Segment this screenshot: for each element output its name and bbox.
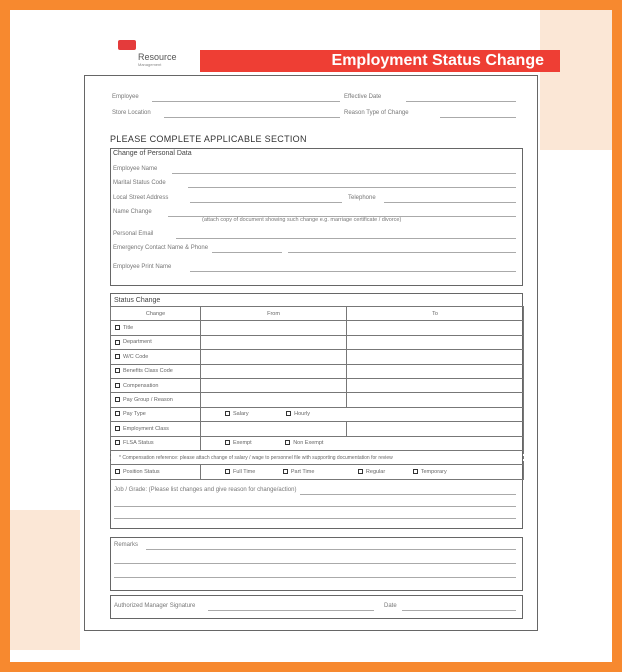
compensation-footnote: * Compensation reference: please attach change of salary / wage to personnel file with supporting documentation for review — [119, 454, 393, 461]
benefits-from-cell[interactable] — [201, 364, 347, 378]
emergency-contact-name-field[interactable] — [212, 252, 282, 253]
row-label: Compensation — [123, 382, 159, 389]
signature-date-field[interactable] — [402, 610, 516, 611]
row-label: Position Status — [123, 468, 160, 475]
remarks-section — [110, 537, 523, 591]
department-to-cell[interactable] — [347, 335, 524, 349]
compensation-checkbox[interactable] — [115, 383, 120, 388]
part-time-checkbox[interactable] — [283, 469, 288, 474]
effective-date-label: Effective Date — [344, 94, 382, 100]
regular-label: Regular — [365, 468, 386, 475]
compensation-from-cell[interactable] — [201, 378, 347, 392]
footnote-row — [111, 450, 524, 464]
status-change-title: Status Change — [114, 297, 161, 304]
remarks-line-2[interactable] — [114, 563, 516, 564]
wc-code-checkbox[interactable] — [115, 354, 120, 359]
row-label: Department — [123, 339, 152, 346]
employment-class-from-cell[interactable] — [201, 422, 347, 436]
department-checkbox[interactable] — [115, 340, 120, 345]
col-change-header: Change — [111, 307, 201, 321]
logo-text: Resource — [138, 52, 177, 62]
salary-label: Salary — [233, 411, 249, 418]
full-time-checkbox[interactable] — [225, 469, 230, 474]
telephone-field[interactable] — [384, 202, 516, 203]
effective-date-field[interactable] — [406, 101, 516, 102]
job-grade-line-2[interactable] — [114, 506, 516, 507]
marital-status-field[interactable] — [188, 187, 516, 188]
marital-status-label: Marital Status Code — [113, 180, 166, 186]
address-label: Local Street Address — [113, 195, 169, 201]
table-row — [111, 436, 524, 450]
row-label: FLSA Status — [123, 440, 154, 447]
employment-class-to-cell[interactable] — [347, 422, 524, 436]
position-status-checkbox[interactable] — [115, 469, 120, 474]
table-row — [111, 422, 524, 436]
decorative-panel-left — [10, 510, 80, 650]
employee-name-field[interactable] — [172, 173, 516, 174]
title-to-cell[interactable] — [347, 321, 524, 335]
title-from-cell[interactable] — [201, 321, 347, 335]
signature-field[interactable] — [208, 610, 374, 611]
non-exempt-checkbox[interactable] — [285, 440, 290, 445]
address-field[interactable] — [190, 202, 342, 203]
remarks-line-3[interactable] — [114, 577, 516, 578]
remarks-line-1[interactable] — [146, 549, 516, 550]
flsa-checkbox[interactable] — [115, 440, 120, 445]
row-label: Benefits Class Code — [123, 368, 173, 375]
table-row — [111, 465, 524, 479]
remarks-label: Remarks — [114, 542, 139, 548]
table-row — [111, 393, 524, 407]
exempt-label: Exempt — [233, 440, 252, 447]
title-checkbox[interactable] — [115, 325, 120, 330]
job-grade-note: Job / Grade: (Please list changes and give reason for change/action) — [114, 487, 297, 493]
emergency-contact-phone-field[interactable] — [288, 252, 516, 253]
row-label: Pay Type — [123, 411, 146, 418]
table-row — [111, 350, 524, 364]
employee-print-name-field[interactable] — [190, 271, 516, 272]
decorative-panel-right — [540, 10, 612, 150]
telephone-label: Telephone — [348, 195, 376, 201]
table-row — [111, 407, 524, 421]
store-location-field[interactable] — [164, 117, 340, 118]
personal-email-label: Personal Email — [113, 231, 154, 237]
employee-field[interactable] — [152, 101, 340, 102]
row-label: W/C Code — [123, 353, 149, 360]
row-label: Pay Group / Reason — [123, 397, 173, 404]
table-row — [111, 378, 524, 392]
name-change-note: (attach copy of document showing such change e.g. marriage certificate / divorce) — [202, 217, 402, 223]
employee-name-label: Employee Name — [113, 166, 158, 172]
signature-label: Authorized Manager Signature — [114, 603, 196, 609]
table-row — [111, 321, 524, 335]
emergency-contact-label: Emergency Contact Name & Phone — [113, 245, 209, 251]
pay-group-checkbox[interactable] — [115, 397, 120, 402]
department-from-cell[interactable] — [201, 335, 347, 349]
benefits-class-checkbox[interactable] — [115, 368, 120, 373]
store-location-label: Store Location — [112, 110, 151, 116]
row-label: Employment Class — [123, 425, 169, 432]
job-grade-line-3[interactable] — [114, 518, 516, 519]
temporary-label: Temporary — [420, 468, 447, 475]
salary-checkbox[interactable] — [225, 411, 230, 416]
col-from-header: From — [201, 307, 347, 321]
personal-email-field[interactable] — [176, 238, 516, 239]
non-exempt-label: Non Exempt — [293, 440, 324, 447]
benefits-to-cell[interactable] — [347, 364, 524, 378]
employee-print-name-label: Employee Print Name — [113, 264, 172, 270]
form-title: Employment Status Change — [331, 52, 544, 69]
table-header-row — [111, 307, 524, 321]
reason-label: Reason Type of Change — [344, 110, 409, 116]
part-time-label: Part Time — [290, 468, 315, 475]
status-change-table — [110, 306, 524, 480]
job-grade-line-1[interactable] — [300, 494, 516, 495]
row-label: Title — [123, 325, 134, 332]
employment-class-checkbox[interactable] — [115, 426, 120, 431]
personal-data-title: Change of Personal Data — [113, 150, 192, 157]
employee-label: Employee — [112, 94, 139, 100]
instruction-heading: PLEASE COMPLETE APPLICABLE SECTION — [110, 134, 307, 144]
compensation-to-cell[interactable] — [347, 378, 524, 392]
form-title-bar — [200, 50, 560, 72]
wc-code-to-cell[interactable] — [347, 350, 524, 364]
hourly-checkbox[interactable] — [286, 411, 291, 416]
col-to-header: To — [347, 307, 524, 321]
temporary-checkbox[interactable] — [413, 469, 418, 474]
full-time-label: Full Time — [233, 468, 256, 475]
regular-checkbox[interactable] — [358, 469, 363, 474]
pay-group-to-cell[interactable] — [347, 393, 524, 407]
reason-field[interactable] — [440, 117, 516, 118]
name-change-label: Name Change — [113, 209, 152, 215]
company-logo-icon — [118, 40, 136, 50]
table-row — [111, 364, 524, 378]
signature-date-label: Date — [384, 603, 397, 609]
exempt-checkbox[interactable] — [225, 440, 230, 445]
hourly-label: Hourly — [294, 411, 311, 418]
wc-code-from-cell[interactable] — [201, 350, 347, 364]
pay-type-checkbox[interactable] — [115, 411, 120, 416]
table-row — [111, 335, 524, 349]
pay-group-from-cell[interactable] — [201, 393, 347, 407]
logo-subtext: Management — [138, 62, 162, 67]
